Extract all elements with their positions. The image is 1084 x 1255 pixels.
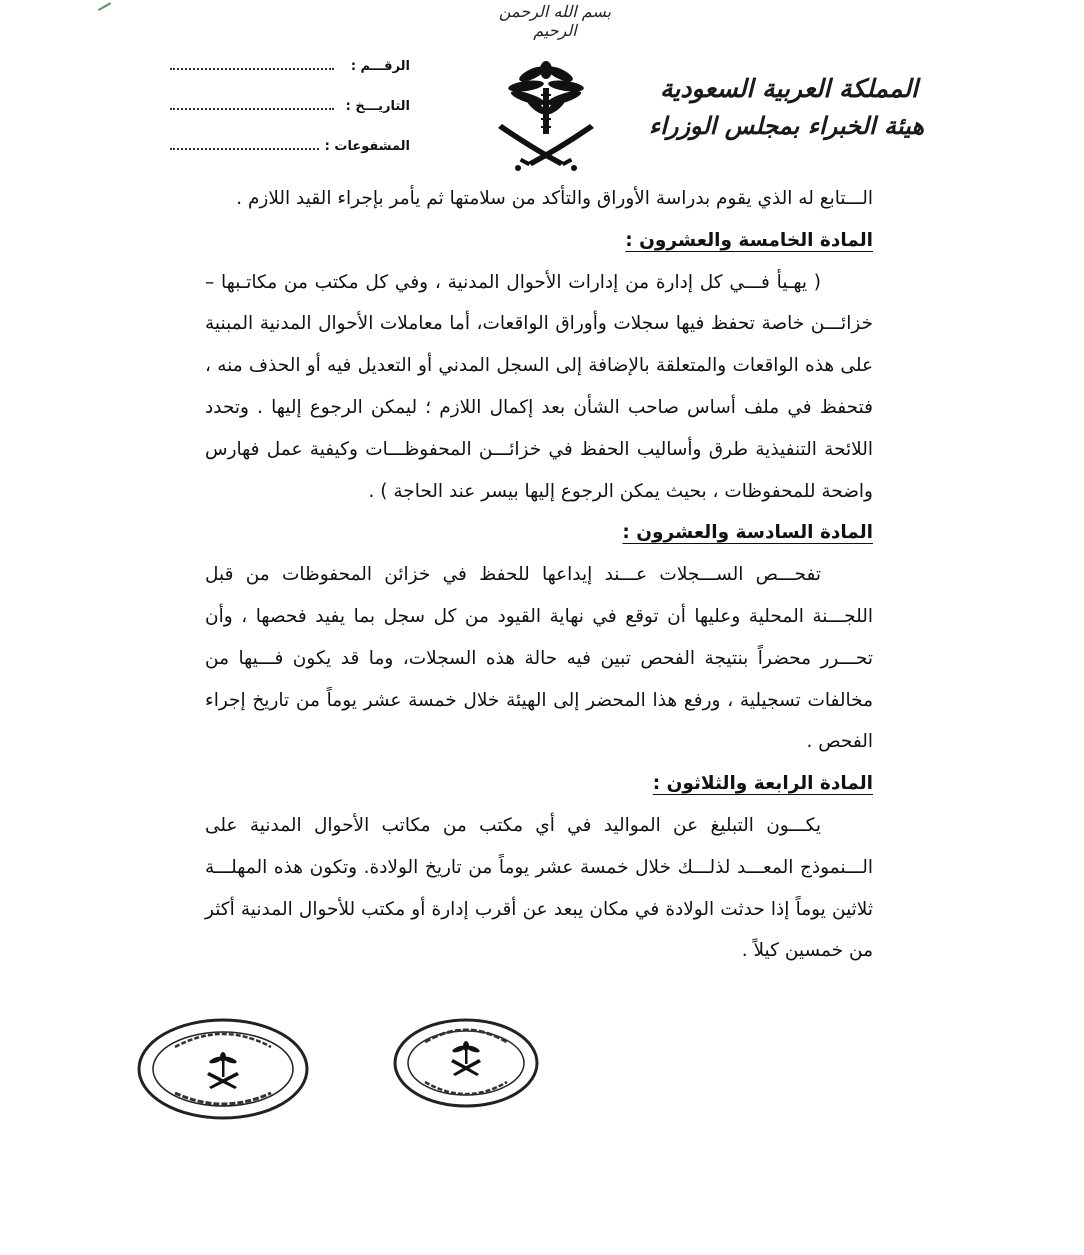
document-body (205, 178, 873, 972)
article-26-heading: المادة السادسة والعشرون : (622, 522, 873, 544)
article-34-text: يكـــون التبليغ عن المواليد في أي مكتب من مكاتب الأحوال المدنية على الـــنموذج المعـــد لذلـــك خلال خمسة عشر يوماً من تاريخ الولادة. وتكون هذه المهلـــة ثلاثين يوماً إذا حدثت الولادة في مكان يبعد عن أقرب إدارة أو مكتب للأحوال المدنية أكثر من خمسين كيلاً . (205, 814, 873, 962)
article-34-heading: المادة الرابعة والثلاثون : (652, 773, 873, 795)
article-25-text: ( يهـيأ فـــي كل إدارة من إدارات الأحوال المدنية ، وفي كل مكتب من مكاتـبها – خزائـــن خاصة تحفظ فيها سجلات وأوراق الواقعات، أما معاملات الأحوال المدنية المبنية على هذه الواقعات والمتعلقة بالإضافة إلى السجل المدني أو التعديل فيه أو الحذف منه ، فتحفظ في ملف أساس صاحب الشأن بعد إكمال اللازم ؛ ليمكن الرجوع إليها . وتحدد اللائحة التنفيذية طرق وأساليب الحفظ في خزائـــن المحفوظـــات وكيفية عمل فهارس واضحة للمحفوظات ، بحيث يمكن الرجوع إليها بيسر عند الحاجة ) . (205, 271, 873, 502)
ref-date-dots (170, 98, 334, 110)
ref-attachments-label: المشفوعات : (324, 139, 410, 154)
official-stamp-icon (391, 1016, 541, 1110)
organization-header (648, 70, 924, 144)
corner-mark (95, 0, 111, 11)
reference-fields (170, 58, 410, 178)
ref-number-label: الرقـــم : (350, 59, 410, 74)
kingdom-name: المملكة العربية السعودية (659, 74, 919, 103)
ref-attachments-dots (170, 138, 319, 150)
intro-paragraph: الـــتابع له الذي يقوم بدراسة الأوراق والتأكد من سلامتها ثم يأمر بإجراء القيد اللازم . (236, 188, 873, 209)
ref-number-dots (170, 58, 334, 70)
official-seal-icon (135, 1017, 311, 1121)
ref-attachments-row (170, 138, 410, 178)
ref-date-label: التاريـــخ : (345, 99, 410, 114)
article-26-text: تفحـــص الســـجلات عـــند إيداعها للحفظ في خزائن المحفوظات من قبل اللجـــنة المحلية وعليها أن توقع في نهاية القيود من كل سجل بما يفيد فحصها ، وأن تحـــرر محضراً بنتيجة الفحص تبين فيه حالة هذه السجلات، وما قد يكون فـــيها من مخالفات تسجيلية ، ورفع هذا المحضر إلى الهيئة خلال خمسة عشر يوماً من تاريخ إجراء الفحص . (205, 564, 873, 753)
ref-date-row (170, 98, 410, 138)
article-25-heading: المادة الخامسة والعشرون : (625, 229, 873, 251)
palm-swords-emblem-icon (490, 58, 602, 176)
bismillah-calligraphy: بسم الله الرحمن الرحيم (498, 2, 612, 40)
ref-number-row (170, 58, 410, 98)
authority-name: هيئة الخبراء بمجلس الوزراء (648, 111, 924, 140)
